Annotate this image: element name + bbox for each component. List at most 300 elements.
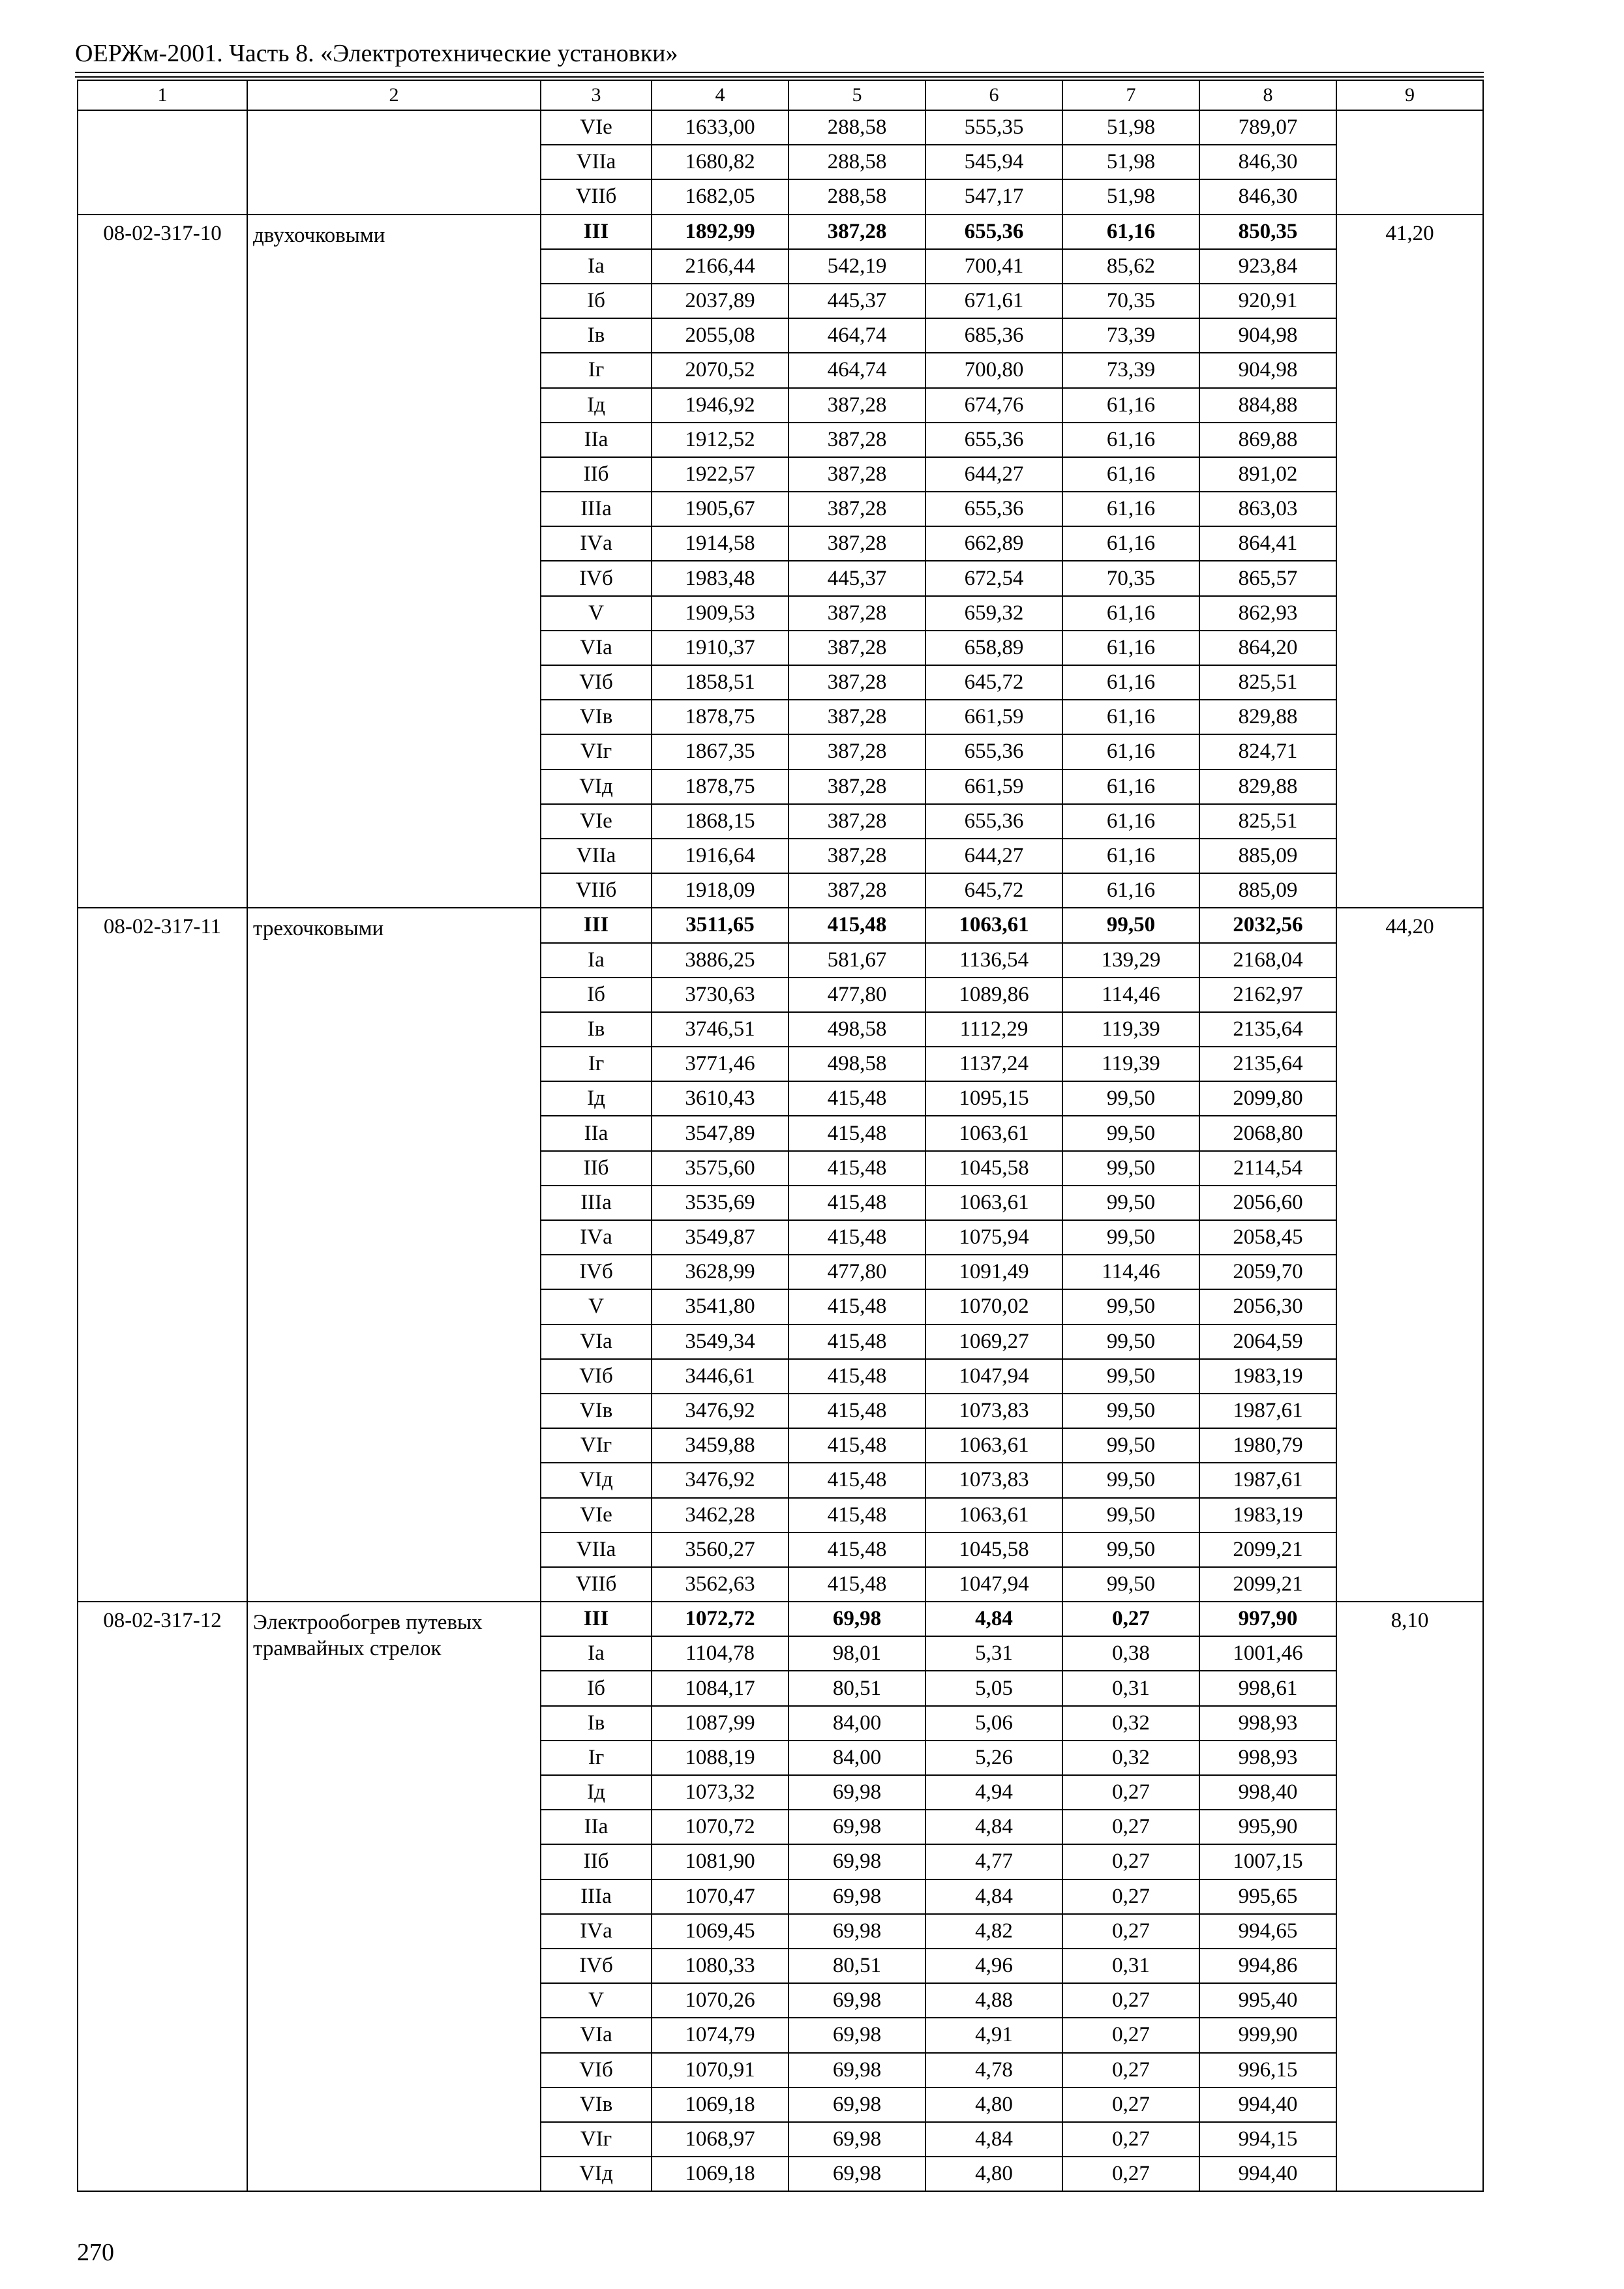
value-cell: 69,98 bbox=[789, 1602, 925, 1636]
value-cell: 1081,90 bbox=[652, 1844, 789, 1879]
value-cell: 0,31 bbox=[1062, 1949, 1199, 1983]
value-cell: 69,98 bbox=[789, 1810, 925, 1844]
zone-cell: IIб bbox=[541, 457, 652, 492]
value-cell: 581,67 bbox=[789, 943, 925, 978]
value-cell: 659,32 bbox=[925, 596, 1062, 631]
value-cell: 1980,79 bbox=[1199, 1428, 1336, 1463]
value-cell: 998,61 bbox=[1199, 1671, 1336, 1705]
value-cell: 1916,64 bbox=[652, 839, 789, 873]
value-cell: 73,39 bbox=[1062, 318, 1199, 353]
table-row bbox=[78, 1602, 1483, 1636]
zone-cell: IVб bbox=[541, 561, 652, 595]
value-cell: 1987,61 bbox=[1199, 1394, 1336, 1428]
value-cell: 387,28 bbox=[789, 388, 925, 423]
column-number: 2 bbox=[247, 80, 541, 110]
value-cell: 2099,21 bbox=[1199, 1533, 1336, 1567]
zone-cell: Iб bbox=[541, 978, 652, 1012]
value-cell: 1095,15 bbox=[925, 1081, 1062, 1116]
value-cell: 995,40 bbox=[1199, 1983, 1336, 2018]
value-cell: 0,31 bbox=[1062, 1671, 1199, 1705]
value-cell: 1682,05 bbox=[652, 179, 789, 214]
zone-cell: Iд bbox=[541, 388, 652, 423]
value-cell: 61,16 bbox=[1062, 631, 1199, 665]
value-cell: 98,01 bbox=[789, 1636, 925, 1671]
value-cell: 0,27 bbox=[1062, 1983, 1199, 2018]
value-cell: 61,16 bbox=[1062, 526, 1199, 561]
zone-cell: VIг bbox=[541, 2122, 652, 2157]
value-cell: 865,57 bbox=[1199, 561, 1336, 595]
column-number: 7 bbox=[1062, 80, 1199, 110]
value-cell: 0,32 bbox=[1062, 1706, 1199, 1741]
value-cell: 61,16 bbox=[1062, 457, 1199, 492]
value-cell: 498,58 bbox=[789, 1047, 925, 1081]
value-cell: 61,16 bbox=[1062, 665, 1199, 700]
value-cell: 1063,61 bbox=[925, 1186, 1062, 1220]
column-number: 1 bbox=[78, 80, 247, 110]
value-cell: 1070,91 bbox=[652, 2053, 789, 2087]
value-cell: 1068,97 bbox=[652, 2122, 789, 2157]
value-cell: 1001,46 bbox=[1199, 1636, 1336, 1671]
value-cell: 1091,49 bbox=[925, 1255, 1062, 1289]
value-cell: 1072,72 bbox=[652, 1602, 789, 1636]
value-cell: 69,98 bbox=[789, 2018, 925, 2052]
zone-cell: VIг bbox=[541, 734, 652, 769]
zone-cell: III bbox=[541, 215, 652, 249]
zone-cell: IVа bbox=[541, 1914, 652, 1949]
value-cell: 2059,70 bbox=[1199, 1255, 1336, 1289]
value-cell: 445,37 bbox=[789, 284, 925, 318]
value-cell: 99,50 bbox=[1062, 1116, 1199, 1150]
zone-cell: Iг bbox=[541, 1047, 652, 1081]
value-cell: 99,50 bbox=[1062, 908, 1199, 942]
zone-cell: Iа bbox=[541, 1636, 652, 1671]
value-cell: 387,28 bbox=[789, 526, 925, 561]
value-cell: 99,50 bbox=[1062, 1220, 1199, 1255]
zone-cell: IIа bbox=[541, 1810, 652, 1844]
value-cell: 1069,27 bbox=[925, 1324, 1062, 1359]
value-cell: 864,20 bbox=[1199, 631, 1336, 665]
value-cell: 994,40 bbox=[1199, 2087, 1336, 2122]
value-cell: 99,50 bbox=[1062, 1151, 1199, 1186]
value-cell: 674,76 bbox=[925, 388, 1062, 423]
value-cell: 2068,80 bbox=[1199, 1116, 1336, 1150]
zone-cell: VIб bbox=[541, 1359, 652, 1394]
value-cell: 139,29 bbox=[1062, 943, 1199, 978]
zone-cell: Iв bbox=[541, 318, 652, 353]
table-row bbox=[78, 215, 1483, 249]
value-cell: 850,35 bbox=[1199, 215, 1336, 249]
value-cell: 445,37 bbox=[789, 561, 925, 595]
zone-cell: Iд bbox=[541, 1081, 652, 1116]
value-cell: 1878,75 bbox=[652, 700, 789, 734]
value-cell: 2099,80 bbox=[1199, 1081, 1336, 1116]
zone-cell: Iв bbox=[541, 1706, 652, 1741]
value-cell: 1007,15 bbox=[1199, 1844, 1336, 1879]
zone-cell: Iг bbox=[541, 353, 652, 387]
zone-cell: VIб bbox=[541, 665, 652, 700]
value-cell: 3628,99 bbox=[652, 1255, 789, 1289]
value-cell: 655,36 bbox=[925, 804, 1062, 839]
value-cell: 387,28 bbox=[789, 700, 925, 734]
value-cell: 99,50 bbox=[1062, 1533, 1199, 1567]
value-cell: 0,27 bbox=[1062, 1775, 1199, 1810]
value-cell: 84,00 bbox=[789, 1741, 925, 1775]
value-cell: 3610,43 bbox=[652, 1081, 789, 1116]
value-cell: 1912,52 bbox=[652, 423, 789, 457]
zone-cell: V bbox=[541, 596, 652, 631]
value-cell: 387,28 bbox=[789, 804, 925, 839]
value-cell: 1918,09 bbox=[652, 873, 789, 908]
value-cell: 1946,92 bbox=[652, 388, 789, 423]
value-cell: 1089,86 bbox=[925, 978, 1062, 1012]
value-cell: 1080,33 bbox=[652, 1949, 789, 1983]
value-cell: 2168,04 bbox=[1199, 943, 1336, 978]
value-cell: 661,59 bbox=[925, 700, 1062, 734]
value-cell: 5,31 bbox=[925, 1636, 1062, 1671]
column-number: 3 bbox=[541, 80, 652, 110]
value-cell: 415,48 bbox=[789, 1359, 925, 1394]
value-cell: 119,39 bbox=[1062, 1012, 1199, 1047]
value-cell: 69,98 bbox=[789, 1775, 925, 1810]
value-cell: 387,28 bbox=[789, 457, 925, 492]
value-cell: 994,15 bbox=[1199, 2122, 1336, 2157]
zone-cell: VIIб bbox=[541, 873, 652, 908]
zone-cell: IVа bbox=[541, 526, 652, 561]
value-cell: 2135,64 bbox=[1199, 1012, 1336, 1047]
total-cell: 8,10 bbox=[1336, 1602, 1483, 2191]
value-cell: 387,28 bbox=[789, 631, 925, 665]
value-cell: 51,98 bbox=[1062, 179, 1199, 214]
value-cell: 387,28 bbox=[789, 839, 925, 873]
value-cell: 885,09 bbox=[1199, 873, 1336, 908]
value-cell: 4,91 bbox=[925, 2018, 1062, 2052]
value-cell: 645,72 bbox=[925, 665, 1062, 700]
name-cell bbox=[247, 110, 541, 215]
value-cell: 477,80 bbox=[789, 978, 925, 1012]
value-cell: 114,46 bbox=[1062, 1255, 1199, 1289]
value-cell: 863,03 bbox=[1199, 492, 1336, 526]
value-cell: 994,86 bbox=[1199, 1949, 1336, 1983]
value-cell: 2064,59 bbox=[1199, 1324, 1336, 1359]
value-cell: 862,93 bbox=[1199, 596, 1336, 631]
value-cell: 2162,97 bbox=[1199, 978, 1336, 1012]
value-cell: 4,84 bbox=[925, 1810, 1062, 1844]
value-cell: 415,48 bbox=[789, 1289, 925, 1324]
value-cell: 387,28 bbox=[789, 873, 925, 908]
zone-cell: IIIа bbox=[541, 1186, 652, 1220]
value-cell: 387,28 bbox=[789, 665, 925, 700]
value-cell: 464,74 bbox=[789, 353, 925, 387]
value-cell: 1047,94 bbox=[925, 1567, 1062, 1602]
value-cell: 994,40 bbox=[1199, 2157, 1336, 2191]
value-cell: 4,78 bbox=[925, 2053, 1062, 2087]
value-cell: 997,90 bbox=[1199, 1602, 1336, 1636]
zone-cell: IIб bbox=[541, 1151, 652, 1186]
value-cell: 61,16 bbox=[1062, 700, 1199, 734]
value-cell: 1063,61 bbox=[925, 1116, 1062, 1150]
value-cell: 1069,45 bbox=[652, 1914, 789, 1949]
zone-cell: VIв bbox=[541, 1394, 652, 1428]
value-cell: 0,38 bbox=[1062, 1636, 1199, 1671]
value-cell: 542,19 bbox=[789, 249, 925, 284]
value-cell: 70,35 bbox=[1062, 561, 1199, 595]
value-cell: 1075,94 bbox=[925, 1220, 1062, 1255]
value-cell: 1922,57 bbox=[652, 457, 789, 492]
zone-cell: VIIа bbox=[541, 1533, 652, 1567]
value-cell: 1045,58 bbox=[925, 1533, 1062, 1567]
zone-cell: VIд bbox=[541, 1463, 652, 1497]
value-cell: 658,89 bbox=[925, 631, 1062, 665]
value-cell: 825,51 bbox=[1199, 665, 1336, 700]
value-cell: 3535,69 bbox=[652, 1186, 789, 1220]
value-cell: 415,48 bbox=[789, 1428, 925, 1463]
value-cell: 4,84 bbox=[925, 1879, 1062, 1914]
table-row bbox=[78, 908, 1483, 942]
value-cell: 1063,61 bbox=[925, 908, 1062, 942]
column-number: 4 bbox=[652, 80, 789, 110]
value-cell: 1910,37 bbox=[652, 631, 789, 665]
zone-cell: Iг bbox=[541, 1741, 652, 1775]
value-cell: 555,35 bbox=[925, 110, 1062, 145]
value-cell: 685,36 bbox=[925, 318, 1062, 353]
value-cell: 1104,78 bbox=[652, 1636, 789, 1671]
value-cell: 4,88 bbox=[925, 1983, 1062, 2018]
value-cell: 904,98 bbox=[1199, 318, 1336, 353]
value-cell: 5,26 bbox=[925, 1741, 1062, 1775]
value-cell: 869,88 bbox=[1199, 423, 1336, 457]
value-cell: 415,48 bbox=[789, 1220, 925, 1255]
column-number: 5 bbox=[789, 80, 925, 110]
value-cell: 1087,99 bbox=[652, 1706, 789, 1741]
zone-cell: III bbox=[541, 908, 652, 942]
value-cell: 1070,72 bbox=[652, 1810, 789, 1844]
value-cell: 1878,75 bbox=[652, 770, 789, 804]
value-cell: 119,39 bbox=[1062, 1047, 1199, 1081]
value-cell: 994,65 bbox=[1199, 1914, 1336, 1949]
value-cell: 84,00 bbox=[789, 1706, 925, 1741]
value-cell: 884,88 bbox=[1199, 388, 1336, 423]
value-cell: 0,27 bbox=[1062, 1602, 1199, 1636]
value-cell: 1892,99 bbox=[652, 215, 789, 249]
value-cell: 415,48 bbox=[789, 1151, 925, 1186]
code-cell: 08-02-317-11 bbox=[78, 908, 247, 1602]
value-cell: 1858,51 bbox=[652, 665, 789, 700]
value-cell: 864,41 bbox=[1199, 526, 1336, 561]
zone-cell: IVб bbox=[541, 1255, 652, 1289]
value-cell: 1983,48 bbox=[652, 561, 789, 595]
value-cell: 923,84 bbox=[1199, 249, 1336, 284]
column-number: 9 bbox=[1336, 80, 1483, 110]
value-cell: 3459,88 bbox=[652, 1428, 789, 1463]
value-cell: 99,50 bbox=[1062, 1324, 1199, 1359]
value-cell: 61,16 bbox=[1062, 839, 1199, 873]
zone-cell: V bbox=[541, 1983, 652, 2018]
value-cell: 1073,83 bbox=[925, 1463, 1062, 1497]
column-number-row bbox=[78, 80, 1483, 110]
zone-cell: VIг bbox=[541, 1428, 652, 1463]
value-cell: 2055,08 bbox=[652, 318, 789, 353]
value-cell: 415,48 bbox=[789, 1116, 925, 1150]
value-cell: 789,07 bbox=[1199, 110, 1336, 145]
value-cell: 1069,18 bbox=[652, 2157, 789, 2191]
code-cell bbox=[78, 110, 247, 215]
value-cell: 1073,83 bbox=[925, 1394, 1062, 1428]
value-cell: 1137,24 bbox=[925, 1047, 1062, 1081]
value-cell: 415,48 bbox=[789, 1463, 925, 1497]
value-cell: 998,93 bbox=[1199, 1741, 1336, 1775]
value-cell: 69,98 bbox=[789, 1879, 925, 1914]
value-cell: 288,58 bbox=[789, 179, 925, 214]
value-cell: 61,16 bbox=[1062, 734, 1199, 769]
value-cell: 0,27 bbox=[1062, 2087, 1199, 2122]
value-cell: 387,28 bbox=[789, 492, 925, 526]
zone-cell: VIIа bbox=[541, 145, 652, 179]
value-cell: 998,93 bbox=[1199, 1706, 1336, 1741]
value-cell: 80,51 bbox=[789, 1949, 925, 1983]
value-cell: 61,16 bbox=[1062, 388, 1199, 423]
zone-cell: IVб bbox=[541, 1949, 652, 1983]
value-cell: 3549,87 bbox=[652, 1220, 789, 1255]
value-cell: 4,96 bbox=[925, 1949, 1062, 1983]
value-cell: 655,36 bbox=[925, 423, 1062, 457]
value-cell: 671,61 bbox=[925, 284, 1062, 318]
value-cell: 1088,19 bbox=[652, 1741, 789, 1775]
value-cell: 73,39 bbox=[1062, 353, 1199, 387]
value-cell: 415,48 bbox=[789, 1394, 925, 1428]
value-cell: 3549,34 bbox=[652, 1324, 789, 1359]
value-cell: 3560,27 bbox=[652, 1533, 789, 1567]
value-cell: 61,16 bbox=[1062, 804, 1199, 839]
value-cell: 655,36 bbox=[925, 492, 1062, 526]
value-cell: 824,71 bbox=[1199, 734, 1336, 769]
zone-cell: IIIа bbox=[541, 492, 652, 526]
value-cell: 1084,17 bbox=[652, 1671, 789, 1705]
zone-cell: VIIб bbox=[541, 1567, 652, 1602]
value-cell: 1070,47 bbox=[652, 1879, 789, 1914]
name-cell: трехочковыми bbox=[247, 908, 541, 1602]
value-cell: 415,48 bbox=[789, 1081, 925, 1116]
value-cell: 1987,61 bbox=[1199, 1463, 1336, 1497]
value-cell: 0,27 bbox=[1062, 1914, 1199, 1949]
value-cell: 655,36 bbox=[925, 734, 1062, 769]
value-cell: 644,27 bbox=[925, 839, 1062, 873]
value-cell: 3541,80 bbox=[652, 1289, 789, 1324]
value-cell: 700,41 bbox=[925, 249, 1062, 284]
total-cell: 41,20 bbox=[1336, 215, 1483, 908]
price-table bbox=[77, 80, 1484, 2192]
value-cell: 547,17 bbox=[925, 179, 1062, 214]
value-cell: 0,27 bbox=[1062, 2122, 1199, 2157]
value-cell: 846,30 bbox=[1199, 179, 1336, 214]
value-cell: 3562,63 bbox=[652, 1567, 789, 1602]
value-cell: 0,27 bbox=[1062, 1844, 1199, 1879]
value-cell: 415,48 bbox=[789, 1498, 925, 1533]
zone-cell: IVа bbox=[541, 1220, 652, 1255]
value-cell: 1070,02 bbox=[925, 1289, 1062, 1324]
value-cell: 4,77 bbox=[925, 1844, 1062, 1879]
value-cell: 387,28 bbox=[789, 770, 925, 804]
value-cell: 1914,58 bbox=[652, 526, 789, 561]
value-cell: 3771,46 bbox=[652, 1047, 789, 1081]
document-header: ОЕРЖм-2001. Часть 8. «Электротехнические установки» bbox=[75, 40, 678, 67]
value-cell: 99,50 bbox=[1062, 1498, 1199, 1533]
value-cell: 477,80 bbox=[789, 1255, 925, 1289]
value-cell: 61,16 bbox=[1062, 423, 1199, 457]
value-cell: 114,46 bbox=[1062, 978, 1199, 1012]
code-cell: 08-02-317-10 bbox=[78, 215, 247, 908]
zone-cell: VIе bbox=[541, 804, 652, 839]
value-cell: 655,36 bbox=[925, 215, 1062, 249]
value-cell: 2135,64 bbox=[1199, 1047, 1336, 1081]
value-cell: 995,90 bbox=[1199, 1810, 1336, 1844]
value-cell: 1112,29 bbox=[925, 1012, 1062, 1047]
value-cell: 644,27 bbox=[925, 457, 1062, 492]
zone-cell: III bbox=[541, 1602, 652, 1636]
value-cell: 2114,54 bbox=[1199, 1151, 1336, 1186]
value-cell: 1073,32 bbox=[652, 1775, 789, 1810]
value-cell: 69,98 bbox=[789, 2087, 925, 2122]
zone-cell: Iб bbox=[541, 1671, 652, 1705]
value-cell: 1867,35 bbox=[652, 734, 789, 769]
value-cell: 4,84 bbox=[925, 2122, 1062, 2157]
value-cell: 415,48 bbox=[789, 1533, 925, 1567]
value-cell: 996,15 bbox=[1199, 2053, 1336, 2087]
zone-cell: VIа bbox=[541, 2018, 652, 2052]
value-cell: 415,48 bbox=[789, 1186, 925, 1220]
value-cell: 415,48 bbox=[789, 908, 925, 942]
value-cell: 995,65 bbox=[1199, 1879, 1336, 1914]
value-cell: 545,94 bbox=[925, 145, 1062, 179]
value-cell: 3446,61 bbox=[652, 1359, 789, 1394]
value-cell: 51,98 bbox=[1062, 145, 1199, 179]
value-cell: 387,28 bbox=[789, 215, 925, 249]
zone-cell: VIв bbox=[541, 700, 652, 734]
zone-cell: Iв bbox=[541, 1012, 652, 1047]
name-cell: двухочковыми bbox=[247, 215, 541, 908]
zone-cell: VIв bbox=[541, 2087, 652, 2122]
value-cell: 1909,53 bbox=[652, 596, 789, 631]
value-cell: 5,05 bbox=[925, 1671, 1062, 1705]
zone-cell: IIб bbox=[541, 1844, 652, 1879]
value-cell: 1868,15 bbox=[652, 804, 789, 839]
name-cell: Электрообогрев путевых трамвайных стрелок bbox=[247, 1602, 541, 2191]
value-cell: 99,50 bbox=[1062, 1394, 1199, 1428]
value-cell: 1983,19 bbox=[1199, 1498, 1336, 1533]
value-cell: 2056,30 bbox=[1199, 1289, 1336, 1324]
value-cell: 2032,56 bbox=[1199, 908, 1336, 942]
value-cell: 645,72 bbox=[925, 873, 1062, 908]
value-cell: 1069,18 bbox=[652, 2087, 789, 2122]
value-cell: 61,16 bbox=[1062, 492, 1199, 526]
value-cell: 288,58 bbox=[789, 145, 925, 179]
value-cell: 3575,60 bbox=[652, 1151, 789, 1186]
value-cell: 387,28 bbox=[789, 734, 925, 769]
value-cell: 3476,92 bbox=[652, 1394, 789, 1428]
zone-cell: VIд bbox=[541, 2157, 652, 2191]
value-cell: 846,30 bbox=[1199, 145, 1336, 179]
zone-cell: VIа bbox=[541, 1324, 652, 1359]
value-cell: 0,27 bbox=[1062, 1879, 1199, 1914]
value-cell: 99,50 bbox=[1062, 1359, 1199, 1394]
value-cell: 1905,67 bbox=[652, 492, 789, 526]
value-cell: 1063,61 bbox=[925, 1498, 1062, 1533]
value-cell: 99,50 bbox=[1062, 1428, 1199, 1463]
value-cell: 99,50 bbox=[1062, 1186, 1199, 1220]
value-cell: 2166,44 bbox=[652, 249, 789, 284]
total-cell bbox=[1336, 110, 1483, 215]
zone-cell: IIа bbox=[541, 1116, 652, 1150]
value-cell: 51,98 bbox=[1062, 110, 1199, 145]
